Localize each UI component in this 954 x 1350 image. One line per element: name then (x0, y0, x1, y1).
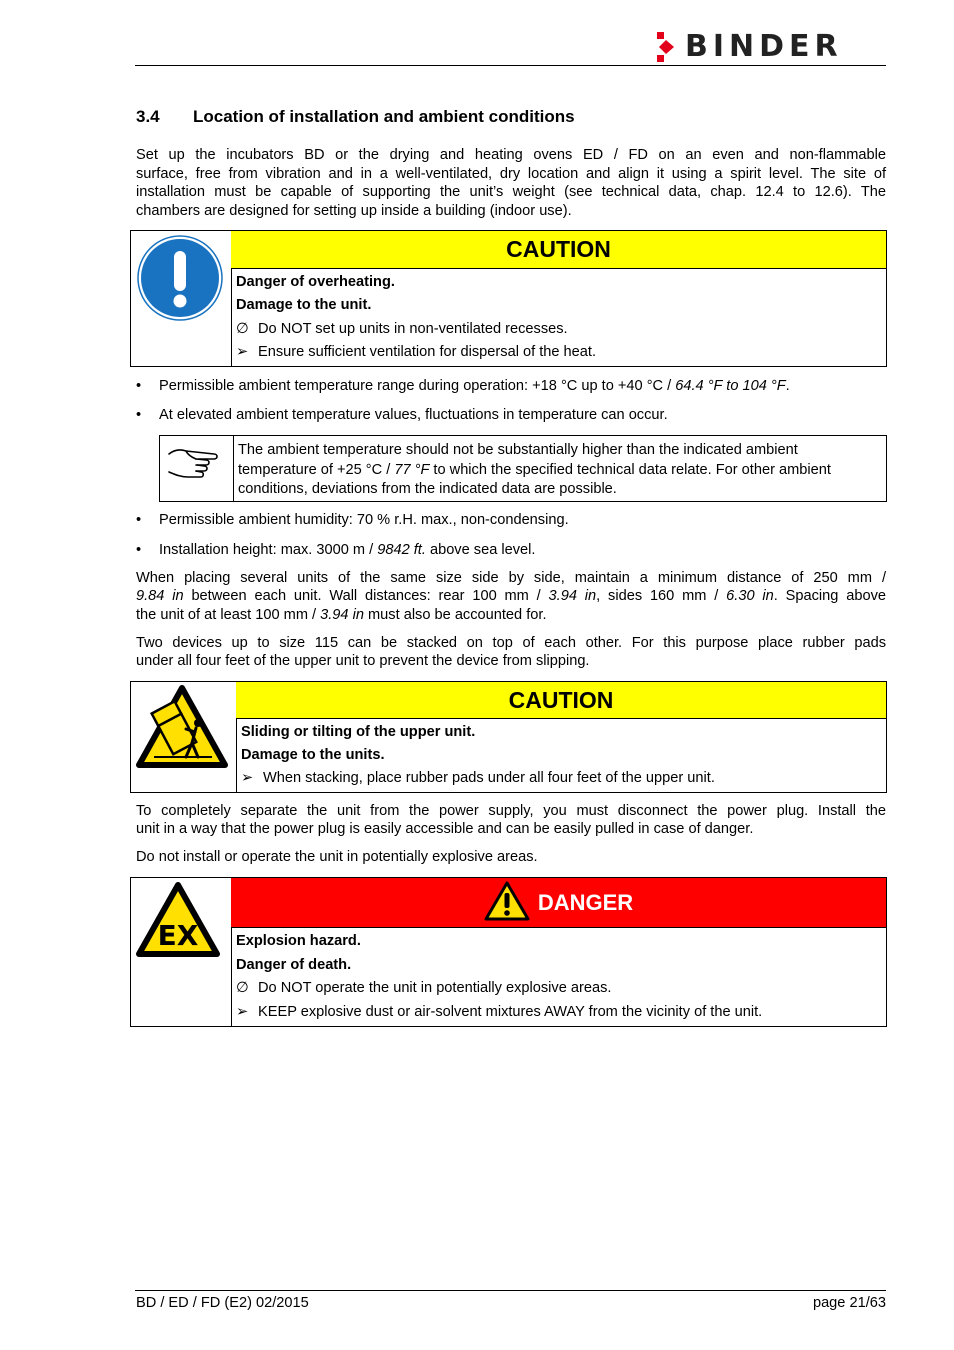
footer-rule (135, 1290, 886, 1291)
intro-paragraph (136, 146, 886, 220)
warning-text: Explosion hazard. (236, 933, 361, 949)
bullet-dot: • (136, 378, 142, 394)
text-run: . (785, 378, 790, 394)
warning-line (241, 769, 715, 787)
caution-box-stacking (130, 681, 887, 793)
italic-value: 3.94 in (548, 588, 597, 605)
stacking-paragraph (136, 634, 886, 671)
warning-text: Sliding or tilting of the upper unit. (241, 724, 476, 740)
text-run: At elevated ambient temperature values, fluctuations in temperature can occur. (159, 407, 668, 423)
warning-line (241, 746, 385, 764)
mandatory-exclamation-icon (136, 234, 224, 322)
caution-banner: CAUTION (236, 682, 886, 719)
paragraph-line: surface, free from vibration and in a well-ventilated, dry location and align it using a spirit level. The site of (136, 165, 886, 182)
text-run: The ambient temperature should not be substantially higher than the indicated ambient temperature of +25 °C / (238, 442, 798, 478)
danger-box-explosion (130, 877, 887, 1027)
warning-line (236, 296, 371, 314)
caution-banner: CAUTION (231, 231, 886, 269)
text-run: above sea level. (425, 542, 536, 558)
prohibition-symbol: ∅ (236, 320, 249, 337)
warning-line (236, 320, 568, 338)
paragraph-line (136, 569, 886, 587)
power-plug-paragraph (136, 802, 886, 839)
italic-value: 9842 ft. (377, 542, 426, 558)
paragraph-line: To completely separate the unit from the power supply, you must disconnect the power plug. Install the (136, 803, 886, 819)
note-text (238, 441, 878, 500)
text-run: between each unit. Wall distances: rear 100 mm / (183, 588, 549, 605)
caution-icon-cell (131, 682, 237, 792)
section-number: 3.4 (136, 107, 160, 126)
footer-page-number: page 21/63 (812, 1295, 886, 1311)
warning-text: Damage to the unit. (236, 297, 372, 314)
text-run: must also be accounted for. (363, 606, 547, 623)
spacing-paragraph (136, 569, 886, 624)
bullet-text (159, 511, 569, 529)
header-rule (135, 65, 886, 66)
danger-icon-cell (131, 878, 232, 1026)
instruction-arrow: ➢ (236, 1003, 249, 1020)
warning-text: Do NOT set up units in non-ventilated recesses. (258, 320, 568, 337)
warning-triangle-icon (484, 881, 530, 921)
section-title: Location of installation and ambient conditions (193, 107, 575, 126)
explosive-areas-line: Do not install or operate the unit in potentially explosive areas. (136, 849, 538, 865)
prohibition-symbol: ∅ (236, 980, 249, 996)
text-run: . Spacing above (773, 588, 887, 605)
text-run: to which the specified technical data relate. For other ambient conditions, deviations from the indicated data are possible. (238, 461, 831, 497)
italic-value: 9.84 in (136, 588, 184, 605)
bullet-text (159, 377, 790, 395)
paragraph-line (136, 606, 886, 624)
paragraph-line: chambers are designed for setting up inside a building (indoor use). (136, 202, 572, 219)
text-run: Permissible ambient humidity: 70 % r.H. max., non-condensing. (159, 512, 569, 528)
pointing-hand-icon (166, 444, 222, 484)
italic-value: 6.30 in (726, 588, 774, 605)
text-run: Permissible ambient temperature range during operation: +18 °C up to +40 °C / (159, 378, 676, 394)
paragraph-line: Two devices up to size 115 can be stacked on top of each other. For this purpose place rubber pads (136, 635, 886, 651)
warning-text: Danger of overheating. (236, 274, 395, 290)
bullet-dot: • (136, 542, 142, 558)
binder-logo (655, 30, 843, 64)
italic-value: 77 °F (394, 461, 430, 478)
paragraph-line: installation must be capable of supporting the unit’s weight (see technical data, chap. 12.4 to 12.6). The (136, 184, 886, 201)
warning-line (236, 1003, 762, 1021)
warning-text: Damage to the units. (241, 747, 385, 763)
footer-document-id: BD / ED / FD (E2) 02/2015 (136, 1295, 309, 1311)
warning-text: Do NOT operate the unit in potentially explosive areas. (258, 980, 612, 996)
bullet-dot: • (136, 512, 142, 528)
text-run: When placing several units of the same size side by side, maintain a minimum distance of 250 mm / (136, 570, 886, 586)
explosion-hazard-icon (136, 882, 220, 958)
danger-label: DANGER (537, 890, 634, 915)
tipping-hazard-icon (136, 685, 228, 769)
warning-line (236, 343, 596, 361)
warning-text: When stacking, place rubber pads under all four feet of the upper unit. (263, 770, 715, 786)
warning-line (236, 932, 361, 950)
text-run: , sides 160 mm / (596, 588, 727, 605)
warning-text: Ensure sufficient ventilation for dispersal of the heat. (258, 343, 597, 360)
section-heading (136, 106, 575, 128)
caution-icon-cell (131, 231, 232, 366)
caution-box-overheating (130, 230, 887, 367)
note-box (159, 435, 887, 502)
bullet-text (159, 541, 535, 559)
ex-mark: EX (157, 919, 199, 952)
warning-line (236, 979, 611, 997)
binder-chevron-icon (655, 30, 681, 64)
warning-text: KEEP explosive dust or air-solvent mixtures AWAY from the vicinity of the unit. (258, 1003, 763, 1020)
note-icon-cell (160, 436, 234, 501)
instruction-arrow: ➢ (241, 770, 254, 786)
bullet-text (159, 406, 668, 424)
instruction-arrow: ➢ (236, 343, 249, 360)
warning-line (236, 956, 351, 974)
text-run: the unit of at least 100 mm / (136, 606, 321, 623)
text-run: Installation height: max. 3000 m / (159, 542, 378, 558)
paragraph-line: unit in a way that the power plug is easily accessible and can be easily pulled in case of danger. (136, 821, 754, 838)
warning-line (241, 723, 475, 741)
bullet-dot: • (136, 407, 142, 423)
italic-value: 3.94 in (320, 606, 364, 623)
paragraph-line: under all four feet of the upper unit to prevent the device from slipping. (136, 653, 590, 670)
italic-value: 64.4 °F to 104 °F (675, 378, 786, 394)
paragraph-line (136, 587, 886, 605)
danger-banner (231, 878, 886, 928)
logo-wordmark: BINDER (685, 29, 843, 64)
warning-line (236, 273, 395, 291)
warning-text: Danger of death. (236, 956, 352, 973)
paragraph-line: Set up the incubators BD or the drying and heating ovens ED / FD on an even and non-flammable (136, 147, 886, 163)
